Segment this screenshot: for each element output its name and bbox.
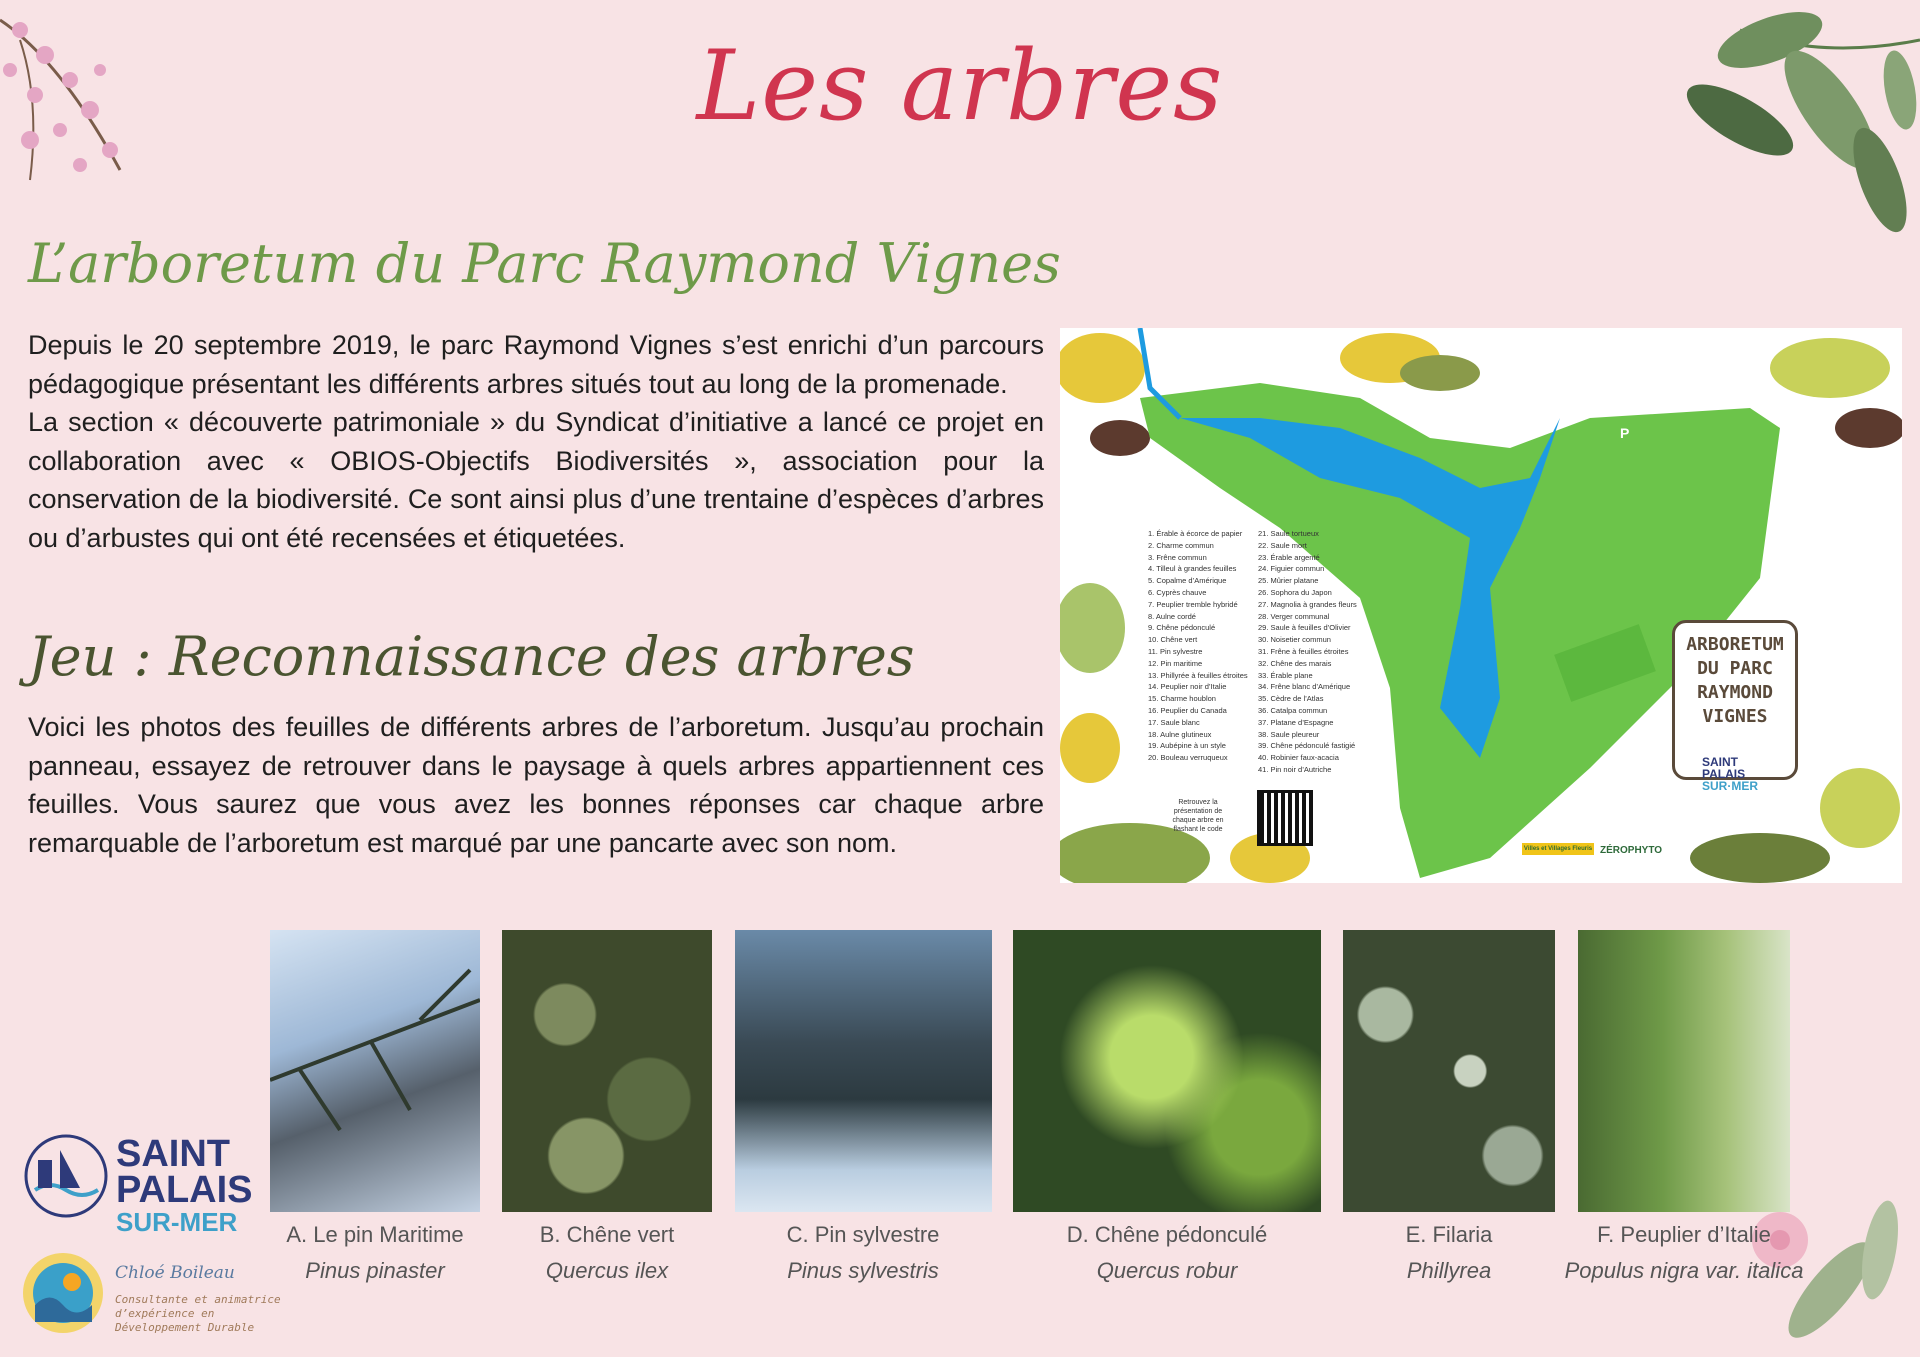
caption-label: C. Pin sylvestre: [786, 1222, 940, 1247]
caption-d: [1017, 1222, 1317, 1284]
section-heading-arboretum: L’arboretum du Parc Raymond Vignes: [28, 232, 1061, 295]
arboretum-map: [1060, 328, 1902, 883]
intro-paragraph-2: La section « découverte patrimoniale » du Syndicat d’initiative a lancé ce projet en collaboration avec « OBIOS-Objectifs Biodiversités », association pour la conservation de la biodiversité. Ce sont ainsi plus d’une trentaine d’espèces d’arbres ou d’arbustes qui ont été recensées et étiquetées.: [28, 407, 1044, 553]
map-legend-entry: 35. Cèdre de l’Atlas: [1258, 694, 1324, 704]
map-legend-entry: 29. Saule à feuilles d’Olivier: [1258, 623, 1351, 633]
logo-line-2: PALAIS: [116, 1169, 253, 1211]
section-heading-game: Jeu : Reconnaissance des arbres: [28, 625, 915, 688]
map-legend-entry: 5. Copalme d’Amérique: [1148, 576, 1227, 586]
page-title: Les arbres: [696, 30, 1224, 142]
partner-badge-villes-fleuries: Villes et Villages Fleuris: [1522, 843, 1594, 855]
map-parking-label: P: [1620, 425, 1630, 441]
map-legend-entry: 39. Chêne pédonculé fastigié: [1258, 741, 1356, 751]
caption-label: B. Chêne vert: [539, 1222, 675, 1247]
map-title-line: ARBORETUM: [1686, 634, 1784, 655]
map-title-line: VIGNES: [1702, 706, 1768, 727]
map-saint-palais-logo: [1702, 756, 1758, 792]
caption-latin: Populus nigra var. italica: [1564, 1258, 1804, 1283]
qr-code: [1260, 793, 1310, 843]
map-legend-entry: 36. Catalpa commun: [1258, 705, 1328, 715]
map-legend-entry: 9. Chêne pédonculé: [1148, 623, 1216, 633]
map-legend-entry: 7. Peuplier tremble hybridé: [1148, 599, 1238, 609]
photo-filaria: [1343, 930, 1555, 1212]
photo-pin-sylvestre: [735, 930, 992, 1212]
partner-zerophyto: ZÉROPHYTO: [1600, 845, 1663, 856]
logo-line-3: SUR-MER: [116, 1207, 238, 1237]
map-legend-entry: 13. Phillyrée à feuilles étroites: [1148, 670, 1248, 680]
map-legend-entry: 28. Verger communal: [1258, 611, 1330, 621]
logo-line-1: SAINT: [116, 1133, 230, 1175]
map-legend-entry: 15. Charme houblon: [1148, 694, 1216, 704]
caption-label: F. Peuplier d’Italie: [1597, 1222, 1771, 1247]
caption-latin: Pinus pinaster: [305, 1258, 445, 1283]
author-role-line: d’expérience en: [115, 1307, 215, 1320]
map-legend-entry: 8. Aulne cordé: [1148, 611, 1196, 621]
map-legend-entry: 21. Saule tortueux: [1258, 529, 1319, 538]
map-legend-entry: 27. Magnolia à grandes fleurs: [1258, 599, 1357, 609]
map-legend-entry: 3. Frêne commun: [1148, 552, 1207, 562]
map-legend-entry: 11. Pin sylvestre: [1148, 646, 1203, 656]
map-title-line: DU PARC: [1697, 658, 1773, 679]
saint-palais-emblem-icon: [20, 1130, 112, 1222]
caption-label: A. Le pin Maritime: [286, 1222, 464, 1247]
map-legend-entry: 40. Robinier faux-acacia: [1258, 753, 1339, 763]
map-logo-line: SAINT: [1702, 755, 1738, 769]
map-logo-line: SUR·MER: [1702, 779, 1758, 793]
map-title-line: RAYMOND: [1697, 682, 1773, 703]
saint-palais-logo: [116, 1133, 253, 1237]
author-role: [115, 1293, 281, 1335]
map-legend-entry: 24. Figuier commun: [1258, 564, 1325, 574]
photo-pin-maritime: [270, 930, 480, 1212]
map-legend-entry: 20. Bouleau verruqueux: [1148, 753, 1228, 763]
game-text: Voici les photos des feuilles de différents arbres de l’arboretum. Jusqu’au prochain panneau, essayez de retrouver dans le paysage à quels arbres appartiennent ces feuilles. Vous saurez que vous avez les bonnes réponses car chaque arbre remarquable de l’arboretum est marqué par une pancarte avec son nom.: [28, 712, 1044, 858]
map-legend-entry: 18. Aulne glutineux: [1148, 729, 1212, 739]
author-role-line: Consultante et animatrice: [115, 1293, 281, 1306]
map-legend-entry: 16. Peuplier du Canada: [1148, 705, 1227, 715]
map-legend-entry: 2. Charme commun: [1148, 540, 1214, 550]
branch-drawing: [270, 930, 480, 1212]
author-role-line: Développement Durable: [115, 1321, 255, 1334]
caption-e: [1329, 1222, 1569, 1284]
caption-f: [1554, 1222, 1814, 1284]
caption-latin: Phillyrea: [1406, 1258, 1492, 1283]
caption-latin: Quercus robur: [1096, 1258, 1238, 1283]
author-name: Chloé Boileau: [115, 1263, 235, 1283]
map-legend-entry: 31. Frêne à feuilles étroites: [1258, 646, 1349, 656]
map-legend-entry: 23. Érable argenté: [1258, 552, 1320, 562]
caption-c: [743, 1222, 983, 1284]
map-legend-entry: 6. Cyprès chauve: [1148, 587, 1207, 597]
photo-chene-vert: [502, 930, 712, 1212]
qr-note: Retrouvez la présentation de chaque arbre en flashant le code: [1172, 799, 1224, 833]
intro-text: [28, 326, 1044, 557]
map-legend-entry: 1. Érable à écorce de papier: [1148, 529, 1243, 538]
map-legend-entry: 10. Chêne vert: [1148, 635, 1198, 645]
map-legend-entry: 38. Saule pleureur: [1258, 729, 1320, 739]
map-legend-entry: 25. Mûrier platane: [1258, 576, 1319, 586]
author-emblem-icon: [20, 1250, 106, 1336]
map-legend-entry: 19. Aubépine à un style: [1148, 741, 1226, 751]
caption-b: [487, 1222, 727, 1284]
map-legend-entry: 32. Chêne des marais: [1258, 658, 1332, 668]
map-legend-entry: 17. Saule blanc: [1148, 717, 1200, 727]
caption-latin: Quercus ilex: [545, 1258, 669, 1283]
map-legend-entry: 41. Pin noir d’Autriche: [1258, 764, 1332, 774]
map-legend-entry: 37. Platane d’Espagne: [1258, 717, 1334, 727]
caption-label: D. Chêne pédonculé: [1066, 1222, 1268, 1247]
photo-chene-pedoncule: [1013, 930, 1321, 1212]
map-legend-entry: 33. Érable plane: [1258, 670, 1313, 680]
caption-label: E. Filaria: [1405, 1222, 1493, 1247]
intro-paragraph-1: Depuis le 20 septembre 2019, le parc Raymond Vignes s’est enrichi d’un parcours pédagogique présentant les différents arbres situés tout au long de la promenade.: [28, 330, 1044, 399]
caption-a: [255, 1222, 495, 1284]
caption-latin: Pinus sylvestris: [787, 1258, 939, 1283]
map-legend-entry: 14. Peuplier noir d’Italie: [1148, 682, 1227, 692]
map-logo-line: PALAIS: [1702, 767, 1746, 781]
map-legend-entry: 4. Tilleul à grandes feuilles: [1148, 564, 1237, 574]
map-legend-entry: 12. Pin maritime: [1148, 658, 1203, 668]
map-legend-entry: 34. Frêne blanc d’Amérique: [1258, 682, 1351, 692]
map-legend-entry: 26. Sophora du Japon: [1258, 587, 1332, 597]
map-legend-entry: 22. Saule mort: [1258, 540, 1307, 550]
map-legend-column-2: [1258, 528, 1408, 776]
photo-peuplier-italie: [1578, 930, 1790, 1212]
map-legend-entry: 30. Noisetier commun: [1258, 635, 1331, 645]
